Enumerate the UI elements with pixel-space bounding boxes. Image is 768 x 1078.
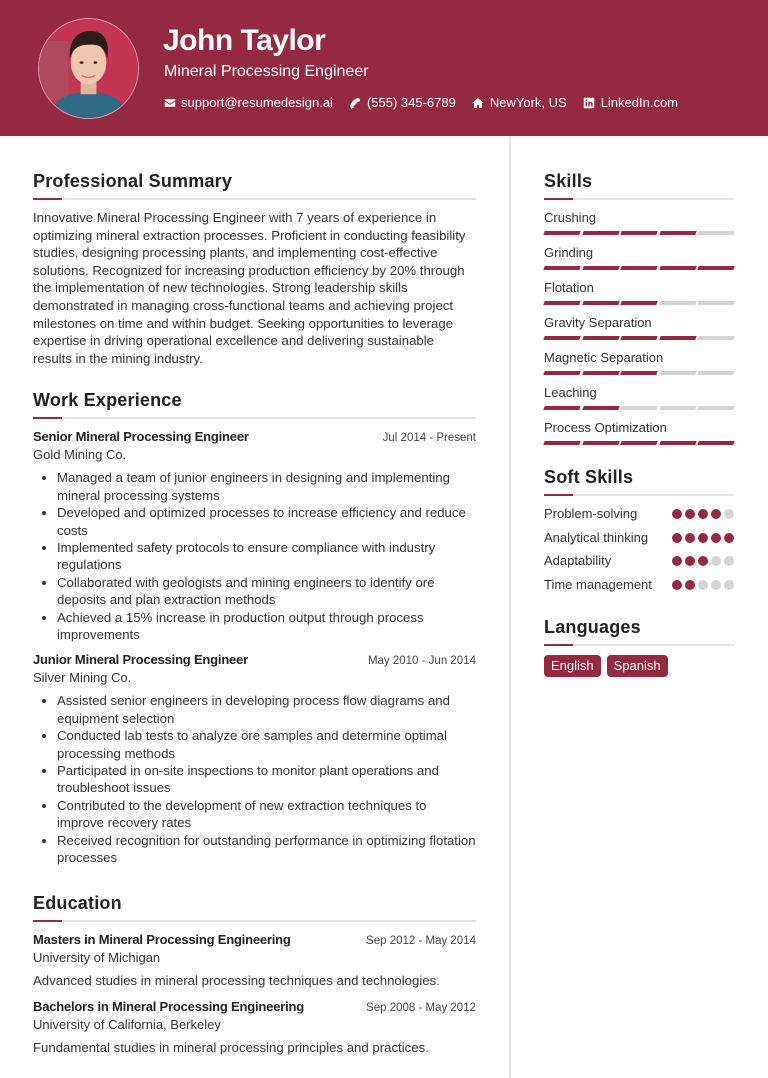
section-heading: Work Experience	[33, 390, 182, 411]
bullet-item: Implemented safety protocols to ensure compliance with industry regulations	[57, 539, 476, 574]
bullet-item: Achieved a 15% increase in production output through process improvements	[57, 609, 476, 644]
skill-level-segment	[620, 266, 657, 270]
skill-level-segment	[582, 231, 619, 235]
skill-item	[544, 209, 734, 235]
contact-location	[472, 94, 567, 112]
rating-dot-icon	[724, 556, 734, 566]
skill-level-segment	[543, 406, 580, 410]
rating-dot-icon	[672, 556, 682, 566]
education-description: Fundamental studies in mineral processing principles and practices.	[33, 1040, 429, 1056]
skill-item	[544, 244, 734, 270]
rating-dot-icon	[711, 533, 721, 543]
languages-section	[544, 616, 734, 677]
bullet-item: Managed a team of junior engineers in designing and implementing mineral processing systems	[57, 469, 476, 504]
bullet-item: Participated in on-site inspections to monitor plant operations and troubleshoot issues	[57, 762, 476, 797]
section-rule	[33, 417, 476, 419]
section-rule	[544, 494, 734, 496]
skill-level-segment	[659, 336, 696, 340]
job-dates: Jul 2014 - Present	[382, 432, 476, 445]
candidate-title: Mineral Processing Engineer	[164, 63, 369, 80]
skill-level-bar	[544, 301, 734, 305]
skill-level-segment	[659, 406, 696, 410]
skill-level-segment	[582, 406, 619, 410]
skill-level-bar	[544, 371, 734, 375]
sidebar-column	[544, 170, 734, 677]
soft-skill-item	[544, 552, 734, 571]
section-rule	[544, 198, 734, 200]
job-bullets	[33, 469, 476, 643]
education-dates: Sep 2012 - May 2014	[366, 935, 476, 948]
skill-level-bar	[544, 441, 734, 445]
skill-level-segment	[620, 406, 657, 410]
soft-skills-section	[544, 466, 734, 594]
rating-dot-icon	[672, 533, 682, 543]
bullet-item: Assisted senior engineers in developing process flow diagrams and equipment selection	[57, 692, 476, 727]
rating-dot-icon	[724, 533, 734, 543]
soft-skills-list	[544, 505, 734, 594]
job-company: Gold Mining Co.	[33, 447, 127, 463]
skill-item	[544, 279, 734, 305]
job-entry	[33, 428, 476, 643]
job-entry	[33, 651, 476, 866]
skill-level-bar	[544, 266, 734, 270]
contact-phone-text: (555) 345-6789	[366, 95, 456, 110]
rating-dot-icon	[711, 509, 721, 519]
language-tag: Spanish	[607, 655, 668, 677]
school-name: University of California, Berkeley	[33, 1017, 221, 1033]
skills-list	[544, 209, 734, 445]
summary-section	[33, 170, 476, 367]
contact-email-text: support@resumedesign.ai	[181, 95, 333, 110]
experience-section	[33, 389, 476, 866]
skill-level-segment	[659, 371, 696, 375]
skill-name: Crushing	[544, 210, 597, 225]
section-heading: Languages	[544, 617, 641, 637]
phone-icon	[349, 97, 362, 110]
section-heading: Professional Summary	[33, 171, 233, 191]
skill-name: Flotation	[544, 280, 594, 295]
skill-level-segment	[659, 441, 696, 445]
skill-level-segment	[620, 231, 657, 235]
skill-name: Grinding	[544, 245, 594, 260]
skill-level-segment	[620, 371, 657, 375]
rating-dot-icon	[685, 580, 695, 590]
soft-skill-rating	[672, 505, 734, 524]
language-tag: English	[544, 655, 601, 677]
skill-level-segment	[582, 371, 619, 375]
job-company: Silver Mining Co.	[33, 670, 132, 686]
soft-skill-name: Time management	[544, 576, 652, 592]
main-column	[33, 170, 476, 1065]
rating-dot-icon	[711, 556, 721, 566]
job-role: Junior Mineral Processing Engineer	[33, 652, 248, 668]
contact-phone[interactable]	[349, 94, 456, 112]
skill-level-segment	[543, 266, 580, 270]
contact-location-text: NewYork, US	[489, 95, 567, 110]
job-role: Senior Mineral Processing Engineer	[33, 429, 249, 445]
rating-dot-icon	[698, 509, 708, 519]
skill-level-segment	[698, 231, 735, 235]
education-entry	[33, 931, 476, 989]
skill-level-segment	[543, 441, 580, 445]
rating-dot-icon	[698, 533, 708, 543]
section-heading: Education	[33, 893, 122, 914]
contact-linkedin[interactable]	[583, 94, 678, 112]
linkedin-icon	[583, 97, 596, 110]
resume-header	[0, 0, 768, 136]
rating-dot-icon	[672, 580, 682, 590]
contact-linkedin-text: LinkedIn.com	[600, 95, 679, 110]
job-bullets	[33, 692, 476, 866]
skill-level-segment	[543, 231, 580, 235]
skill-level-segment	[659, 266, 696, 270]
education-description: Advanced studies in mineral processing techniques and technologies.	[33, 973, 440, 989]
skill-level-segment	[582, 266, 619, 270]
home-icon	[472, 97, 485, 110]
degree-name: Bachelors in Mineral Processing Engineering	[33, 999, 304, 1015]
school-name: University of Michigan	[33, 950, 161, 966]
section-rule	[33, 198, 476, 200]
education-section	[33, 892, 476, 1056]
bullet-item: Contributed to the development of new extraction techniques to improve recovery rates	[57, 797, 476, 832]
rating-dot-icon	[724, 509, 734, 519]
contact-email[interactable]	[163, 94, 333, 112]
rating-dot-icon	[698, 580, 708, 590]
profile-photo	[38, 18, 139, 119]
skill-level-segment	[659, 231, 696, 235]
skill-level-segment	[698, 441, 735, 445]
skill-item	[544, 419, 734, 445]
skill-level-segment	[582, 301, 619, 305]
skill-level-segment	[620, 336, 657, 340]
summary-text: Innovative Mineral Processing Engineer with 7 years of experience in optimizing mineral extraction processes. Proficient in conducting feasibility studies, designing processing plants, and implementing cost-effective solutions. Recognized for increasing production efficiency by 20% through the implementation of new technologies. Strong leadership skills demonstrated in managing cross-functional teams and achieving project milestones on time and within budget. Seeking opportunities to leverage expertise in driving operational excellence and delivering sustainable results in the mining industry.	[33, 210, 466, 366]
soft-skill-name: Problem-solving	[544, 506, 638, 521]
skill-level-segment	[698, 336, 735, 340]
education-entry	[33, 998, 476, 1056]
education-dates: Sep 2008 - May 2012	[366, 1002, 476, 1015]
rating-dot-icon	[685, 533, 695, 543]
skill-level-segment	[620, 301, 657, 305]
soft-skill-name: Analytical thinking	[544, 529, 649, 545]
soft-skill-rating	[672, 529, 734, 548]
column-divider	[509, 136, 511, 1078]
envelope-icon	[163, 97, 176, 110]
soft-skill-name: Adaptability	[544, 553, 612, 568]
rating-dot-icon	[685, 556, 695, 566]
skill-level-segment	[659, 301, 696, 305]
skill-level-segment	[543, 371, 580, 375]
skill-name: Magnetic Separation	[544, 350, 664, 365]
rating-dot-icon	[724, 580, 734, 590]
bullet-item: Conducted lab tests to analyze ore samples and determine optimal processing methods	[57, 727, 476, 762]
skill-name: Leaching	[544, 385, 597, 400]
skill-level-segment	[698, 266, 735, 270]
rating-dot-icon	[685, 509, 695, 519]
section-heading: Soft Skills	[544, 467, 634, 487]
section-rule	[544, 644, 734, 646]
candidate-name: John Taylor	[163, 24, 326, 57]
skill-level-segment	[698, 371, 735, 375]
soft-skill-item	[544, 576, 734, 595]
bullet-item: Received recognition for outstanding performance in optimizing flotation processes	[57, 832, 476, 866]
languages-list	[544, 655, 734, 677]
skill-name: Gravity Separation	[544, 315, 652, 330]
skill-level-bar	[544, 336, 734, 340]
skill-level-segment	[543, 301, 580, 305]
rating-dot-icon	[672, 509, 682, 519]
skill-name: Process Optimization	[544, 420, 667, 435]
skill-level-bar	[544, 231, 734, 235]
rating-dot-icon	[711, 580, 721, 590]
bullet-item: Collaborated with geologists and mining engineers to identify ore deposits and plan extraction methods	[57, 574, 476, 609]
soft-skill-item	[544, 529, 734, 548]
job-dates: May 2010 - Jun 2014	[367, 655, 476, 668]
person-portrait-icon	[39, 19, 138, 118]
contact-bar	[163, 94, 694, 112]
skill-level-segment	[582, 336, 619, 340]
skill-item	[544, 349, 734, 375]
soft-skill-rating	[672, 552, 734, 571]
section-rule	[33, 920, 476, 922]
section-heading: Skills	[544, 171, 593, 191]
skill-level-segment	[620, 441, 657, 445]
skill-item	[544, 384, 734, 410]
soft-skill-item	[544, 505, 734, 524]
skill-level-segment	[698, 406, 735, 410]
degree-name: Masters in Mineral Processing Engineering	[33, 932, 291, 948]
skill-level-segment	[543, 336, 580, 340]
skill-level-segment	[582, 441, 619, 445]
soft-skill-rating	[672, 576, 734, 595]
skill-item	[544, 314, 734, 340]
bullet-item: Developed and optimized processes to increase efficiency and reduce costs	[57, 504, 476, 539]
skills-section	[544, 170, 734, 445]
skill-level-bar	[544, 406, 734, 410]
rating-dot-icon	[698, 556, 708, 566]
skill-level-segment	[698, 301, 735, 305]
